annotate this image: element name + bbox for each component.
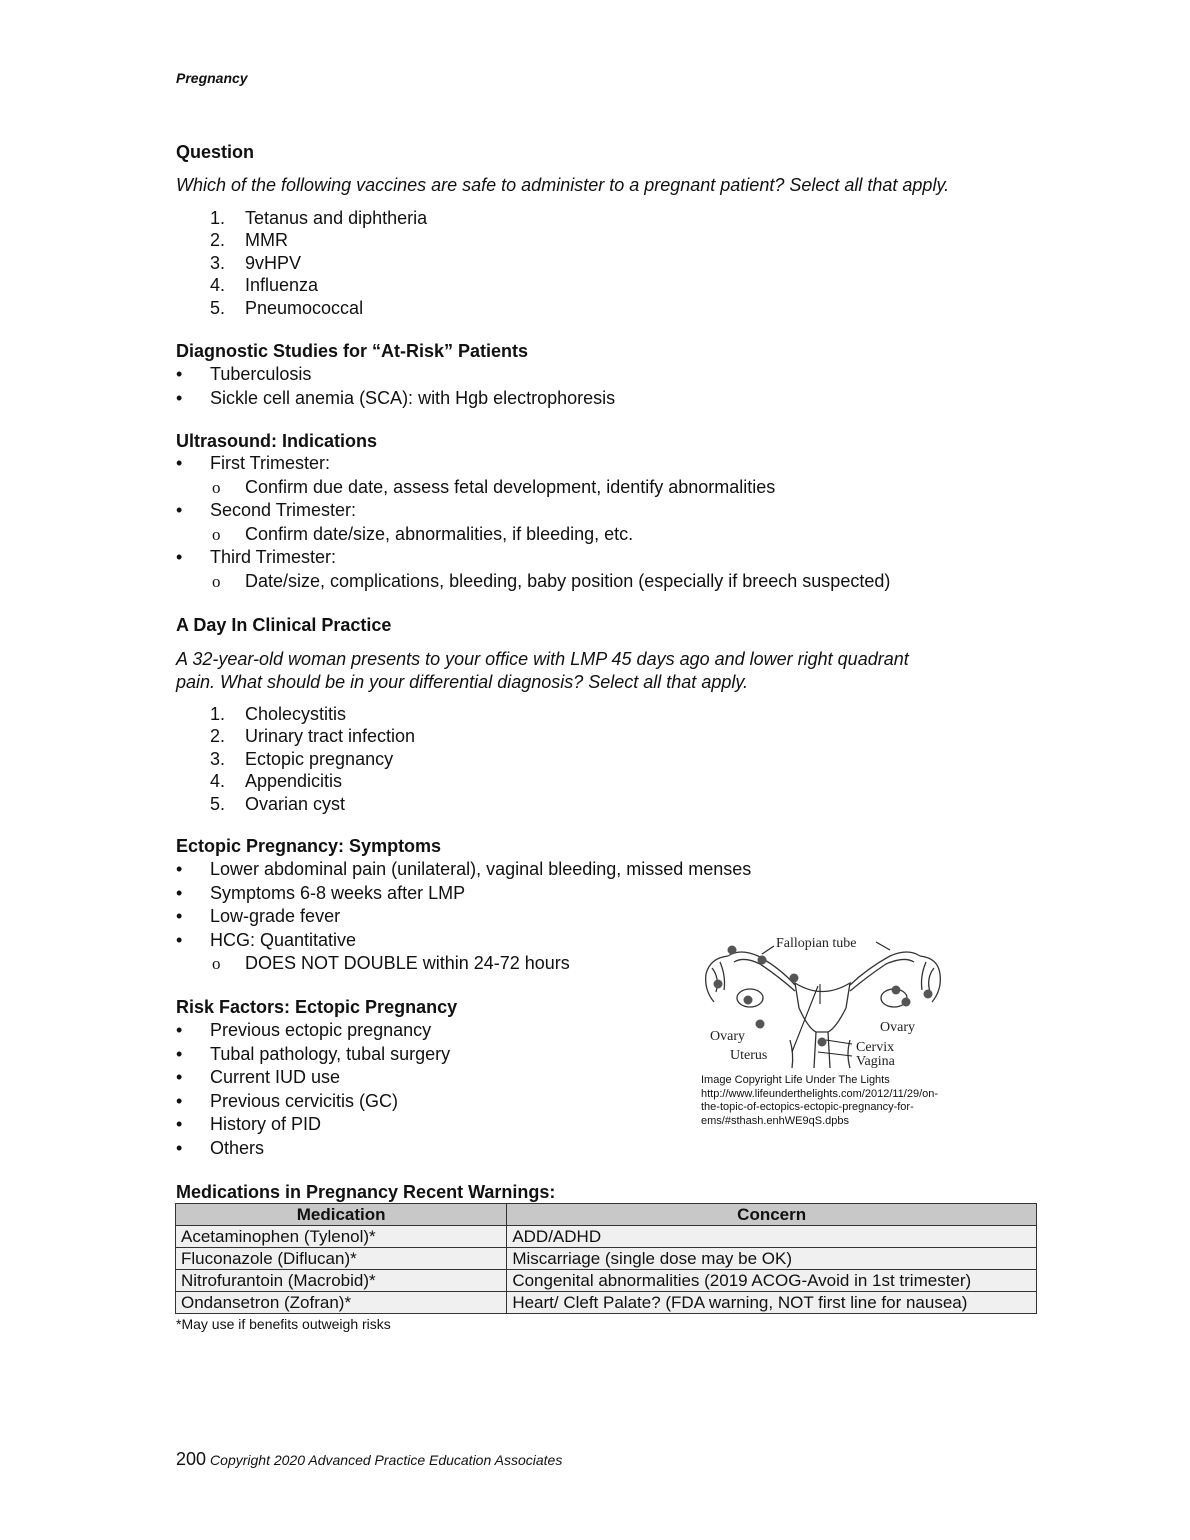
label-ovary-right: Ovary	[880, 1020, 915, 1035]
list-item: • Sickle cell anemia (SCA): with Hgb electrophoresis	[176, 387, 615, 411]
running-head: Pregnancy	[176, 70, 248, 86]
list-item: • Second Trimester:	[176, 499, 890, 523]
clinical-heading: A Day In Clinical Practice	[176, 615, 392, 635]
ultrasound-heading: Ultrasound: Indications	[176, 431, 378, 451]
table-cell: ADD/ADHD	[507, 1226, 1037, 1248]
question-prompt: Which of the following vaccines are safe to administer to a pregnant patient? Select all that apply.	[176, 175, 950, 195]
list-item: 2. Urinary tract infection	[210, 726, 416, 747]
vaccine-options	[176, 207, 427, 319]
diagnostic-heading: Diagnostic Studies for “At-Risk” Patients	[176, 341, 529, 361]
table-cell: Acetaminophen (Tylenol)*	[176, 1226, 507, 1248]
table-cell: Ondansetron (Zofran)*	[176, 1292, 507, 1314]
table-cell: Nitrofurantoin (Macrobid)*	[176, 1270, 507, 1292]
list-item: 3. 9vHPV	[210, 252, 302, 273]
list-item: 4. Influenza	[210, 275, 319, 296]
list-item: • Low-grade fever	[176, 905, 751, 929]
table-cell: Fluconazole (Diflucan)*	[176, 1248, 507, 1270]
list-item: • Previous cervicitis (GC)	[176, 1090, 450, 1114]
table-footnote: *May use if benefits outweigh risks	[176, 1316, 391, 1332]
list-item: • Others	[176, 1137, 450, 1161]
table-row	[176, 1226, 1037, 1248]
list-item: 3. Ectopic pregnancy	[210, 748, 394, 769]
list-item: • Previous ectopic pregnancy	[176, 1019, 450, 1043]
table-row	[176, 1248, 1037, 1270]
table-cell: Congenital abnormalities (2019 ACOG-Avoid in 1st trimester)	[507, 1270, 1037, 1292]
page-number: 200	[176, 1449, 207, 1469]
page-footer	[176, 1449, 562, 1470]
risk-factors-list	[176, 1019, 450, 1161]
figure-caption: Image Copyright Life Under The Lights http://www.lifeunderthelights.com/2012/11/29/on- the-topic-of-ectopics-ectopic-pregnancy-for- ems/#sthash.enhWE9qS.dpbs	[701, 1074, 939, 1127]
copyright-notice: Copyright 2020 Advanced Practice Education Associates	[210, 1452, 563, 1468]
ectopic-symptoms-heading: Ectopic Pregnancy: Symptoms	[176, 836, 442, 856]
list-subitem: o Date/size, complications, bleeding, baby position (especially if breech suspected)	[176, 570, 890, 594]
diagnostic-list	[176, 363, 615, 410]
table-cell: Heart/ Cleft Palate? (FDA warning, NOT first line for nausea)	[507, 1292, 1037, 1314]
column-header: Medication	[176, 1204, 507, 1226]
list-item: 2. MMR	[210, 230, 288, 251]
table-header-row	[176, 1204, 1037, 1226]
list-item: 4. Appendicitis	[210, 771, 343, 792]
question-heading: Question	[176, 142, 255, 162]
label-cervix: Cervix	[856, 1040, 895, 1055]
list-item: • Third Trimester:	[176, 546, 890, 570]
list-item: • History of PID	[176, 1113, 450, 1137]
list-item: 1. Cholecystitis	[210, 704, 347, 724]
label-uterus: Uterus	[730, 1048, 768, 1063]
label-arrows	[762, 942, 890, 1056]
label-fallopian-tube: Fallopian tube	[776, 936, 857, 951]
ectopic-symptoms-list	[176, 858, 751, 976]
list-subitem: o Confirm due date, assess fetal development, identify abnormalities	[176, 476, 890, 500]
list-item: 5. Ovarian cyst	[210, 793, 346, 814]
ultrasound-list	[176, 452, 890, 594]
column-header: Concern	[507, 1204, 1037, 1226]
differential-options	[176, 703, 415, 815]
risk-factors-heading: Risk Factors: Ectopic Pregnancy	[176, 997, 458, 1017]
table-cell: Miscarriage (single dose may be OK)	[507, 1248, 1037, 1270]
table-row	[176, 1292, 1037, 1314]
table-row	[176, 1270, 1037, 1292]
clinical-prompt: A 32-year-old woman presents to your office with LMP 45 days ago and lower right quadrant pain. What should be in your differential diagnosis? Select all that apply.	[176, 649, 909, 692]
list-item: • Current IUD use	[176, 1066, 450, 1090]
label-vagina: Vagina	[856, 1054, 895, 1069]
medications-table	[175, 1203, 1037, 1314]
reproductive-anatomy-figure	[700, 928, 945, 1070]
list-item: • First Trimester:	[176, 452, 890, 476]
list-item: 1. Tetanus and diphtheria	[210, 208, 428, 228]
list-item: 5. Pneumococcal	[210, 297, 364, 318]
medications-heading: Medications in Pregnancy Recent Warnings:	[176, 1182, 556, 1202]
label-ovary-left: Ovary	[710, 1029, 745, 1044]
list-subitem: o DOES NOT DOUBLE within 24-72 hours	[176, 952, 751, 976]
list-item: • Lower abdominal pain (unilateral), vaginal bleeding, missed menses	[176, 858, 751, 882]
list-item: • Symptoms 6-8 weeks after LMP	[176, 882, 751, 906]
list-item: • HCG: Quantitative	[176, 929, 751, 953]
list-item: • Tuberculosis	[176, 363, 615, 387]
list-item: • Tubal pathology, tubal surgery	[176, 1043, 450, 1067]
list-subitem: o Confirm date/size, abnormalities, if bleeding, etc.	[176, 523, 890, 547]
